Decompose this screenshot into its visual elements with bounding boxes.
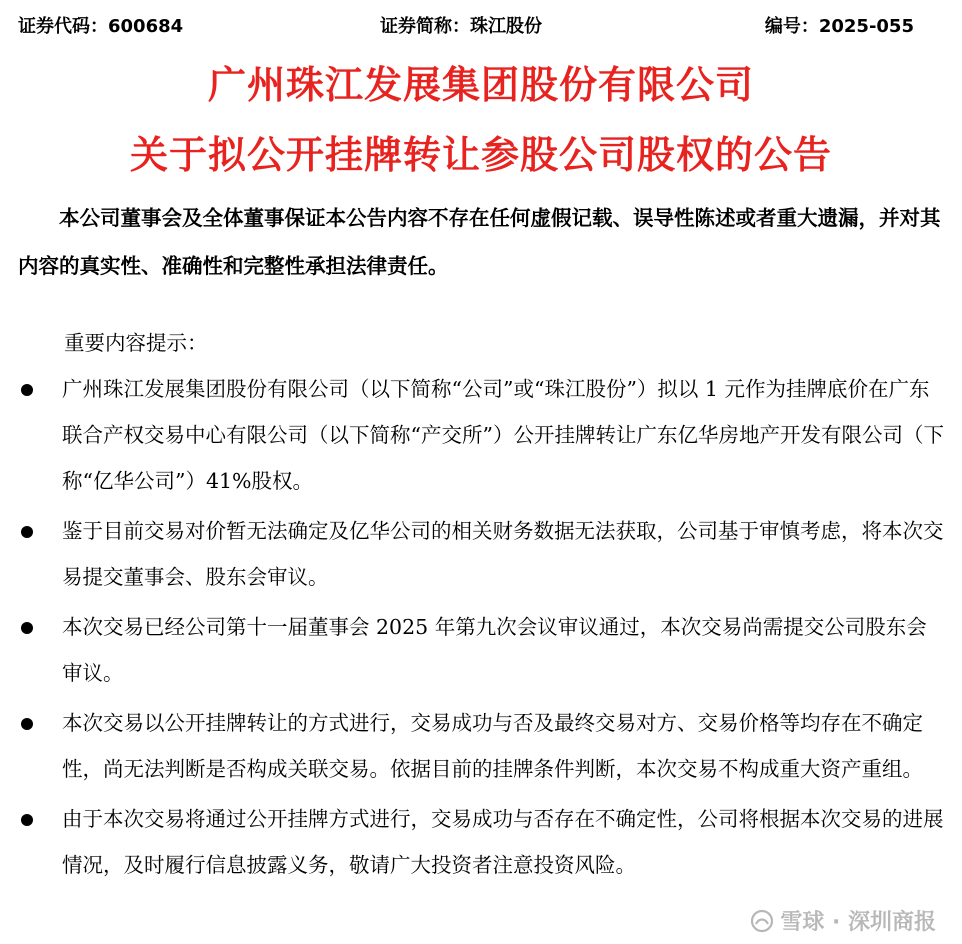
highlights-list [0, 366, 962, 892]
list-item [0, 508, 944, 600]
list-item-text: 广州珠江发展集团股份有限公司（以下简称“公司”或“珠江股份”）拟以 1 元作为挂牌底价在广东联合产权交易中心有限公司（以下简称“产交所”）公开挂牌转让广东亿华房地产开发有限公司（下称“亿华公司”）41%股权。 [62, 377, 944, 493]
watermark [750, 905, 936, 936]
list-item-text: 由于本次交易将通过公开挂牌方式进行，交易成功与否存在不确定性，公司将根据本次交易的进展情况，及时履行信息披露义务，敬请广大投资者注意投资风险。 [62, 807, 944, 877]
list-item-text: 本次交易以公开挂牌转让的方式进行，交易成功与否及最终交易对方、交易价格等均存在不确定性，尚无法判断是否构成关联交易。依据目前的挂牌条件判断，本次交易不构成重大资产重组。 [62, 711, 923, 781]
snowball-logo-icon [750, 909, 774, 933]
bullet-dot-icon [21, 384, 33, 396]
list-item [0, 796, 944, 888]
stock-short-name: 证券简称：珠江股份 [380, 16, 542, 37]
watermark-text: 雪球 · 深圳商报 [780, 910, 936, 935]
title-company: 广州珠江发展集团股份有限公司 [207, 63, 754, 107]
serial-number: 编号：2025-055 [764, 16, 914, 37]
document-header [18, 12, 914, 36]
stock-code: 证券代码：600684 [18, 16, 184, 37]
bullet-dot-icon [21, 622, 33, 634]
list-item [0, 700, 944, 792]
highlights-heading: 重要内容提示： [64, 331, 208, 355]
list-item-text: 本次交易已经公司第十一届董事会 2025 年第九次会议审议通过，本次交易尚需提交公司股东会审议。 [62, 615, 927, 685]
list-item [0, 366, 944, 504]
board-disclaimer: 本公司董事会及全体董事保证本公告内容不存在任何虚假记载、误导性陈述或者重大遗漏，并对其内容的真实性、准确性和完整性承担法律责任。 [18, 206, 941, 278]
title-subject: 关于拟公开挂牌转让参股公司股权的公告 [129, 133, 832, 177]
bullet-dot-icon [21, 814, 33, 826]
bullet-dot-icon [21, 718, 33, 730]
list-item [0, 604, 944, 696]
list-item-text: 鉴于目前交易对价暂无法确定及亿华公司的相关财务数据无法获取，公司基于审慎考虑，将本次交易提交董事会、股东会审议。 [62, 519, 944, 589]
bullet-dot-icon [21, 526, 33, 538]
